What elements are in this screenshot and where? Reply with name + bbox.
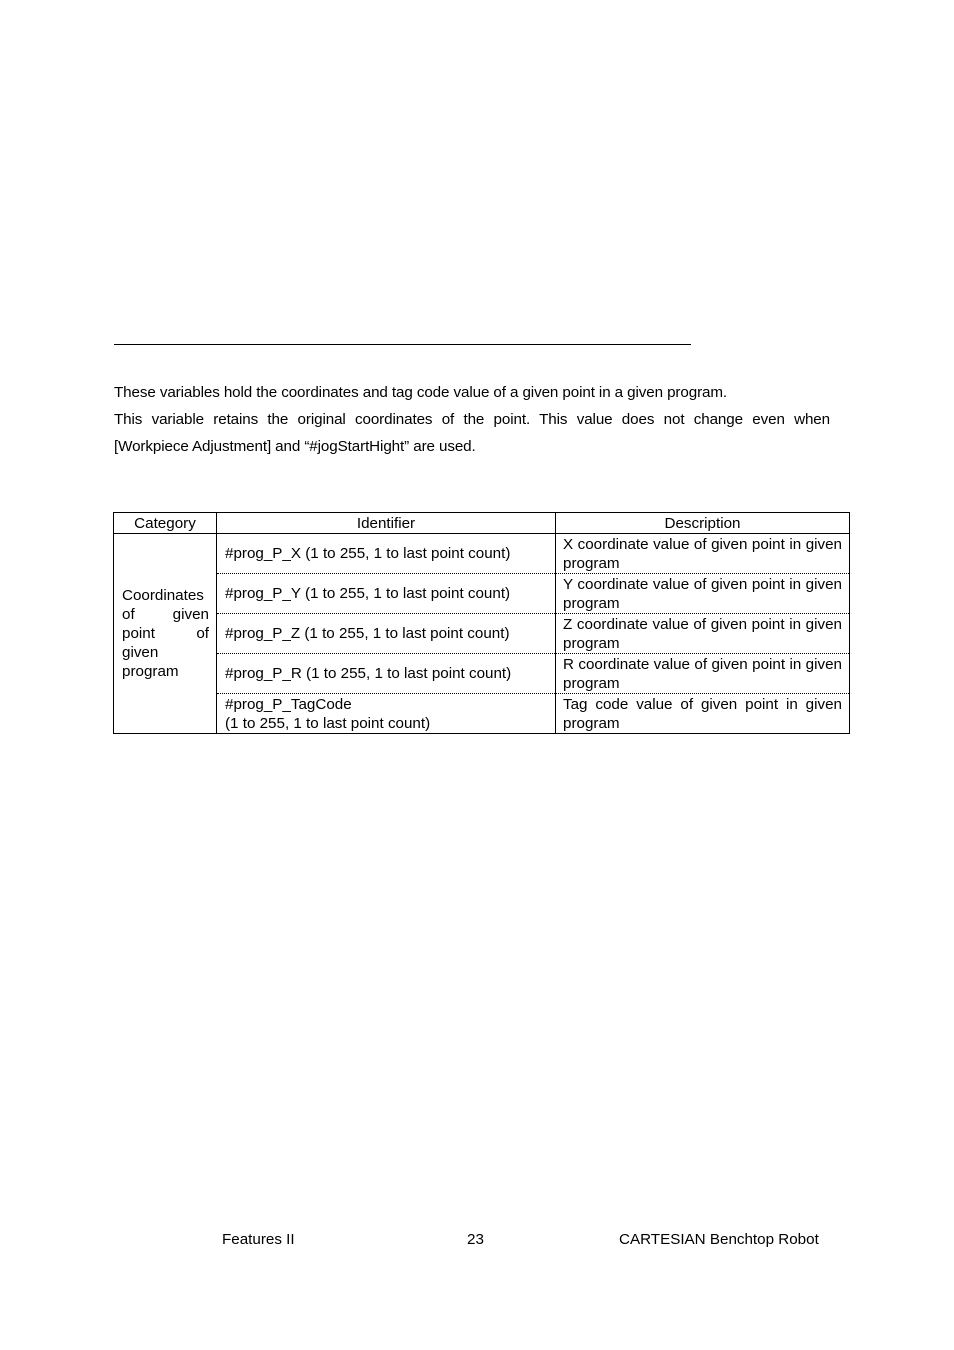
identifier-cell: #prog_P_Y (1 to 255, 1 to last point count) <box>217 574 556 614</box>
description-cell: Tag code value of given point in given program <box>556 694 850 734</box>
table-row <box>114 534 850 574</box>
description-cell: Y coordinate value of given point in given program <box>556 574 850 614</box>
table-row <box>114 614 850 654</box>
header-identifier: Identifier <box>217 513 556 534</box>
header-category: Category <box>114 513 217 534</box>
description-cell: R coordinate value of given point in given program <box>556 654 850 694</box>
identifier-line-1: #prog_P_TagCode <box>225 695 352 713</box>
footer-section-title: Features II <box>222 1231 295 1248</box>
header-description: Description <box>556 513 850 534</box>
table-row <box>114 574 850 614</box>
identifier-line-2: (1 to 255, 1 to last point count) <box>225 714 431 732</box>
intro-text <box>114 379 830 460</box>
table-row <box>114 694 850 734</box>
description-cell: X coordinate value of given point in given program <box>556 534 850 574</box>
table-header-row <box>114 513 850 534</box>
intro-paragraph-1: These variables hold the coordinates and tag code value of a given point in a given program. <box>114 384 728 401</box>
section-divider <box>114 344 691 345</box>
page-number: 23 <box>467 1231 484 1248</box>
identifier-cell <box>217 694 556 734</box>
variables-table <box>113 512 850 734</box>
identifier-cell: #prog_P_Z (1 to 255, 1 to last point count) <box>217 614 556 654</box>
table-row <box>114 654 850 694</box>
identifier-cell: #prog_P_R (1 to 255, 1 to last point count) <box>217 654 556 694</box>
category-cell: Coordinates of given point of given program <box>114 534 217 734</box>
description-cell: Z coordinate value of given point in given program <box>556 614 850 654</box>
intro-paragraph-2: This variable retains the original coordinates of the point. This value does not change even when [Workpiece Adjustment] and “#jogStartHight” are used. <box>114 411 830 455</box>
footer-product-name: CARTESIAN Benchtop Robot <box>619 1231 819 1248</box>
identifier-cell: #prog_P_X (1 to 255, 1 to last point count) <box>217 534 556 574</box>
